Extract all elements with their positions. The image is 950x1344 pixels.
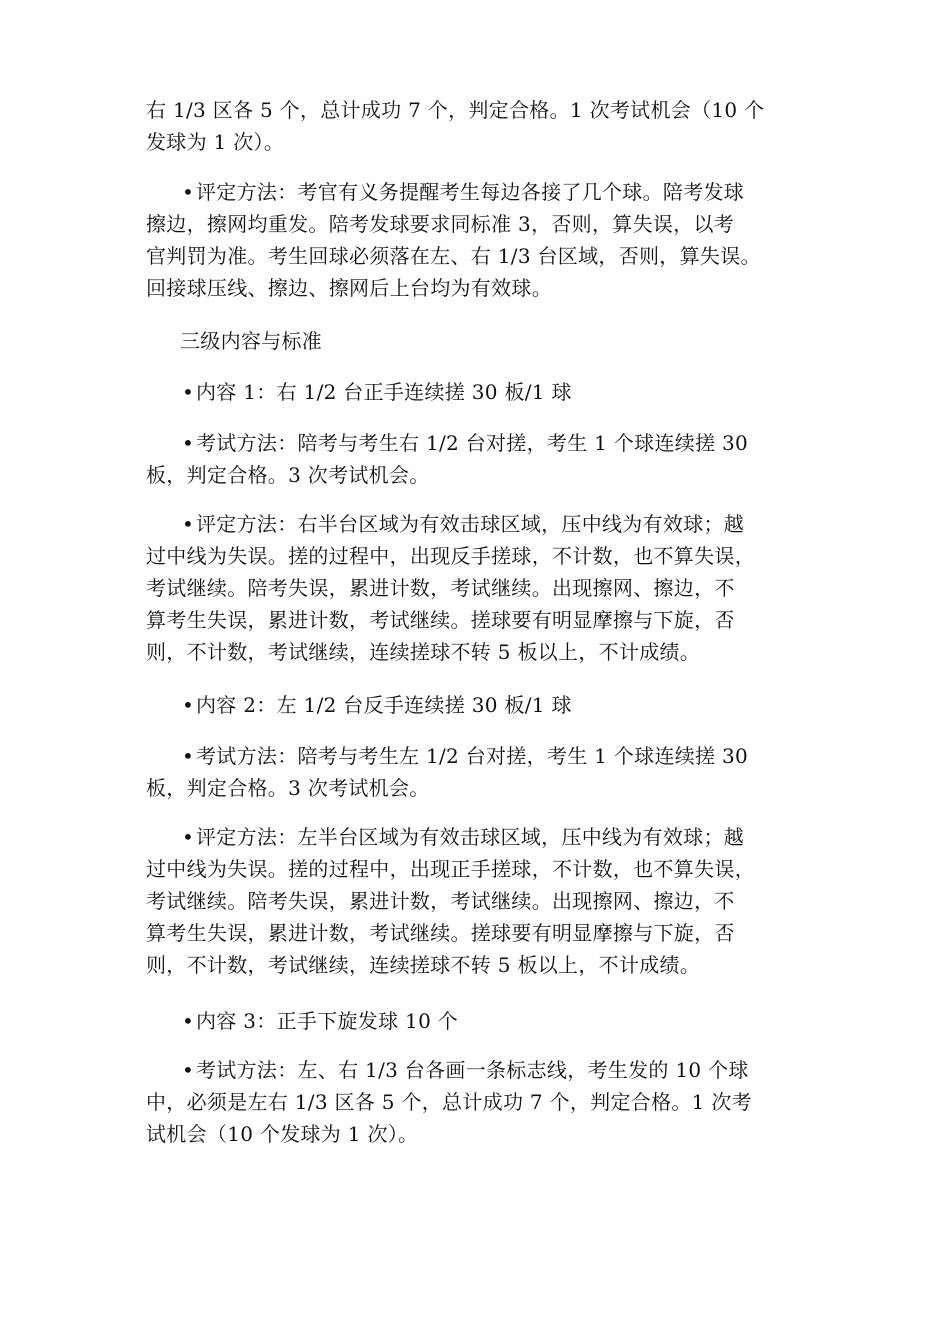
text-line: 评定方法：右半台区域为有效击球区域，压中线为有效球；越 [196, 512, 745, 536]
bullet-line [146, 1005, 826, 1037]
text-line: 中，必须是左右 1/3 区各 5 个，总计成功 7 个，判定合格。1 次考 [146, 1090, 752, 1114]
text-line: 发球为 1 次）。 [146, 130, 285, 154]
paragraph-continuation [146, 94, 826, 158]
content-item-3 [146, 1005, 826, 1037]
bullet-icon: • [182, 825, 195, 849]
bullet-line [146, 689, 826, 721]
text-line: 则，不计数，考试继续，连续搓球不转 5 板以上，不计成绩。 [146, 953, 701, 977]
exam-method-1 [146, 427, 826, 491]
bullet-icon: • [182, 1009, 195, 1033]
bullet-icon: • [182, 744, 195, 768]
text-line: 考试继续。陪考失误，累进计数，考试继续。出现擦网、擦边，不 [146, 576, 735, 600]
text-line: 考试方法：左、右 1/3 台各画一条标志线，考生发的 10 个球 [196, 1058, 749, 1082]
bullet-line [146, 740, 826, 772]
bullet-line [146, 821, 826, 853]
bullet-icon: • [182, 512, 195, 536]
text-line: 评定方法：考官有义务提醒考生每边各接了几个球。陪考发球 [196, 180, 745, 204]
text-line: 内容 1：右 1/2 台正手连续搓 30 板/1 球 [196, 380, 572, 404]
bullet-icon: • [182, 693, 195, 717]
bullet-line [146, 376, 826, 408]
text-line: 考试继续。陪考失误，累进计数，考试继续。出现擦网、擦边，不 [146, 889, 735, 913]
content-item-2 [146, 689, 826, 721]
text-line: 评定方法：左半台区域为有效击球区域，压中线为有效球；越 [196, 825, 745, 849]
text-line: 考试方法：陪考与考生右 1/2 台对搓，考生 1 个球连续搓 30 [196, 431, 749, 455]
text-line: 内容 2：左 1/2 台反手连续搓 30 板/1 球 [196, 693, 572, 717]
bullet-line [146, 1054, 826, 1086]
text-line: 试机会（10 个发球为 1 次）。 [146, 1122, 419, 1146]
bullet-line [146, 508, 826, 540]
bullet-line [146, 176, 826, 208]
text-line: 擦边，擦网均重发。陪考发球要求同标准 3，否则，算失误，以考 [146, 212, 735, 236]
exam-method-2 [146, 740, 826, 804]
bullet-icon: • [182, 431, 195, 455]
text-line: 板，判定合格。3 次考试机会。 [146, 463, 430, 487]
text-line: 官判罚为准。考生回球必须落在左、右 1/3 台区域，否则，算失误。 [146, 244, 761, 268]
paragraph-scoring-method [146, 176, 826, 304]
text-line: 算考生失误，累进计数，考试继续。搓球要有明显摩擦与下旋，否 [146, 608, 735, 632]
section-heading [146, 325, 826, 357]
text-line: 算考生失误，累进计数，考试继续。搓球要有明显摩擦与下旋，否 [146, 921, 735, 945]
text-line: 则，不计数，考试继续，连续搓球不转 5 板以上，不计成绩。 [146, 640, 701, 664]
content-item-1 [146, 376, 826, 408]
scoring-method-1 [146, 508, 826, 668]
text-line: 板，判定合格。3 次考试机会。 [146, 776, 430, 800]
text-line: 过中线为失误。搓的过程中，出现正手搓球，不计数，也不算失误， [146, 857, 755, 881]
bullet-icon: • [182, 1058, 195, 1082]
text-line: 过中线为失误。搓的过程中，出现反手搓球，不计数，也不算失误， [146, 544, 755, 568]
text-line: 内容 3：正手下旋发球 10 个 [196, 1009, 459, 1033]
scoring-method-2 [146, 821, 826, 981]
bullet-icon: • [182, 180, 195, 204]
text-line: 右 1/3 区各 5 个，总计成功 7 个，判定合格。1 次考试机会（10 个 [146, 98, 765, 122]
bullet-icon: • [182, 380, 195, 404]
section-title: 三级内容与标准 [180, 329, 323, 353]
text-line: 考试方法：陪考与考生左 1/2 台对搓，考生 1 个球连续搓 30 [196, 744, 749, 768]
text-line: 回接球压线、擦边、擦网后上台均为有效球。 [146, 276, 552, 300]
exam-method-3 [146, 1054, 826, 1150]
bullet-line [146, 427, 826, 459]
